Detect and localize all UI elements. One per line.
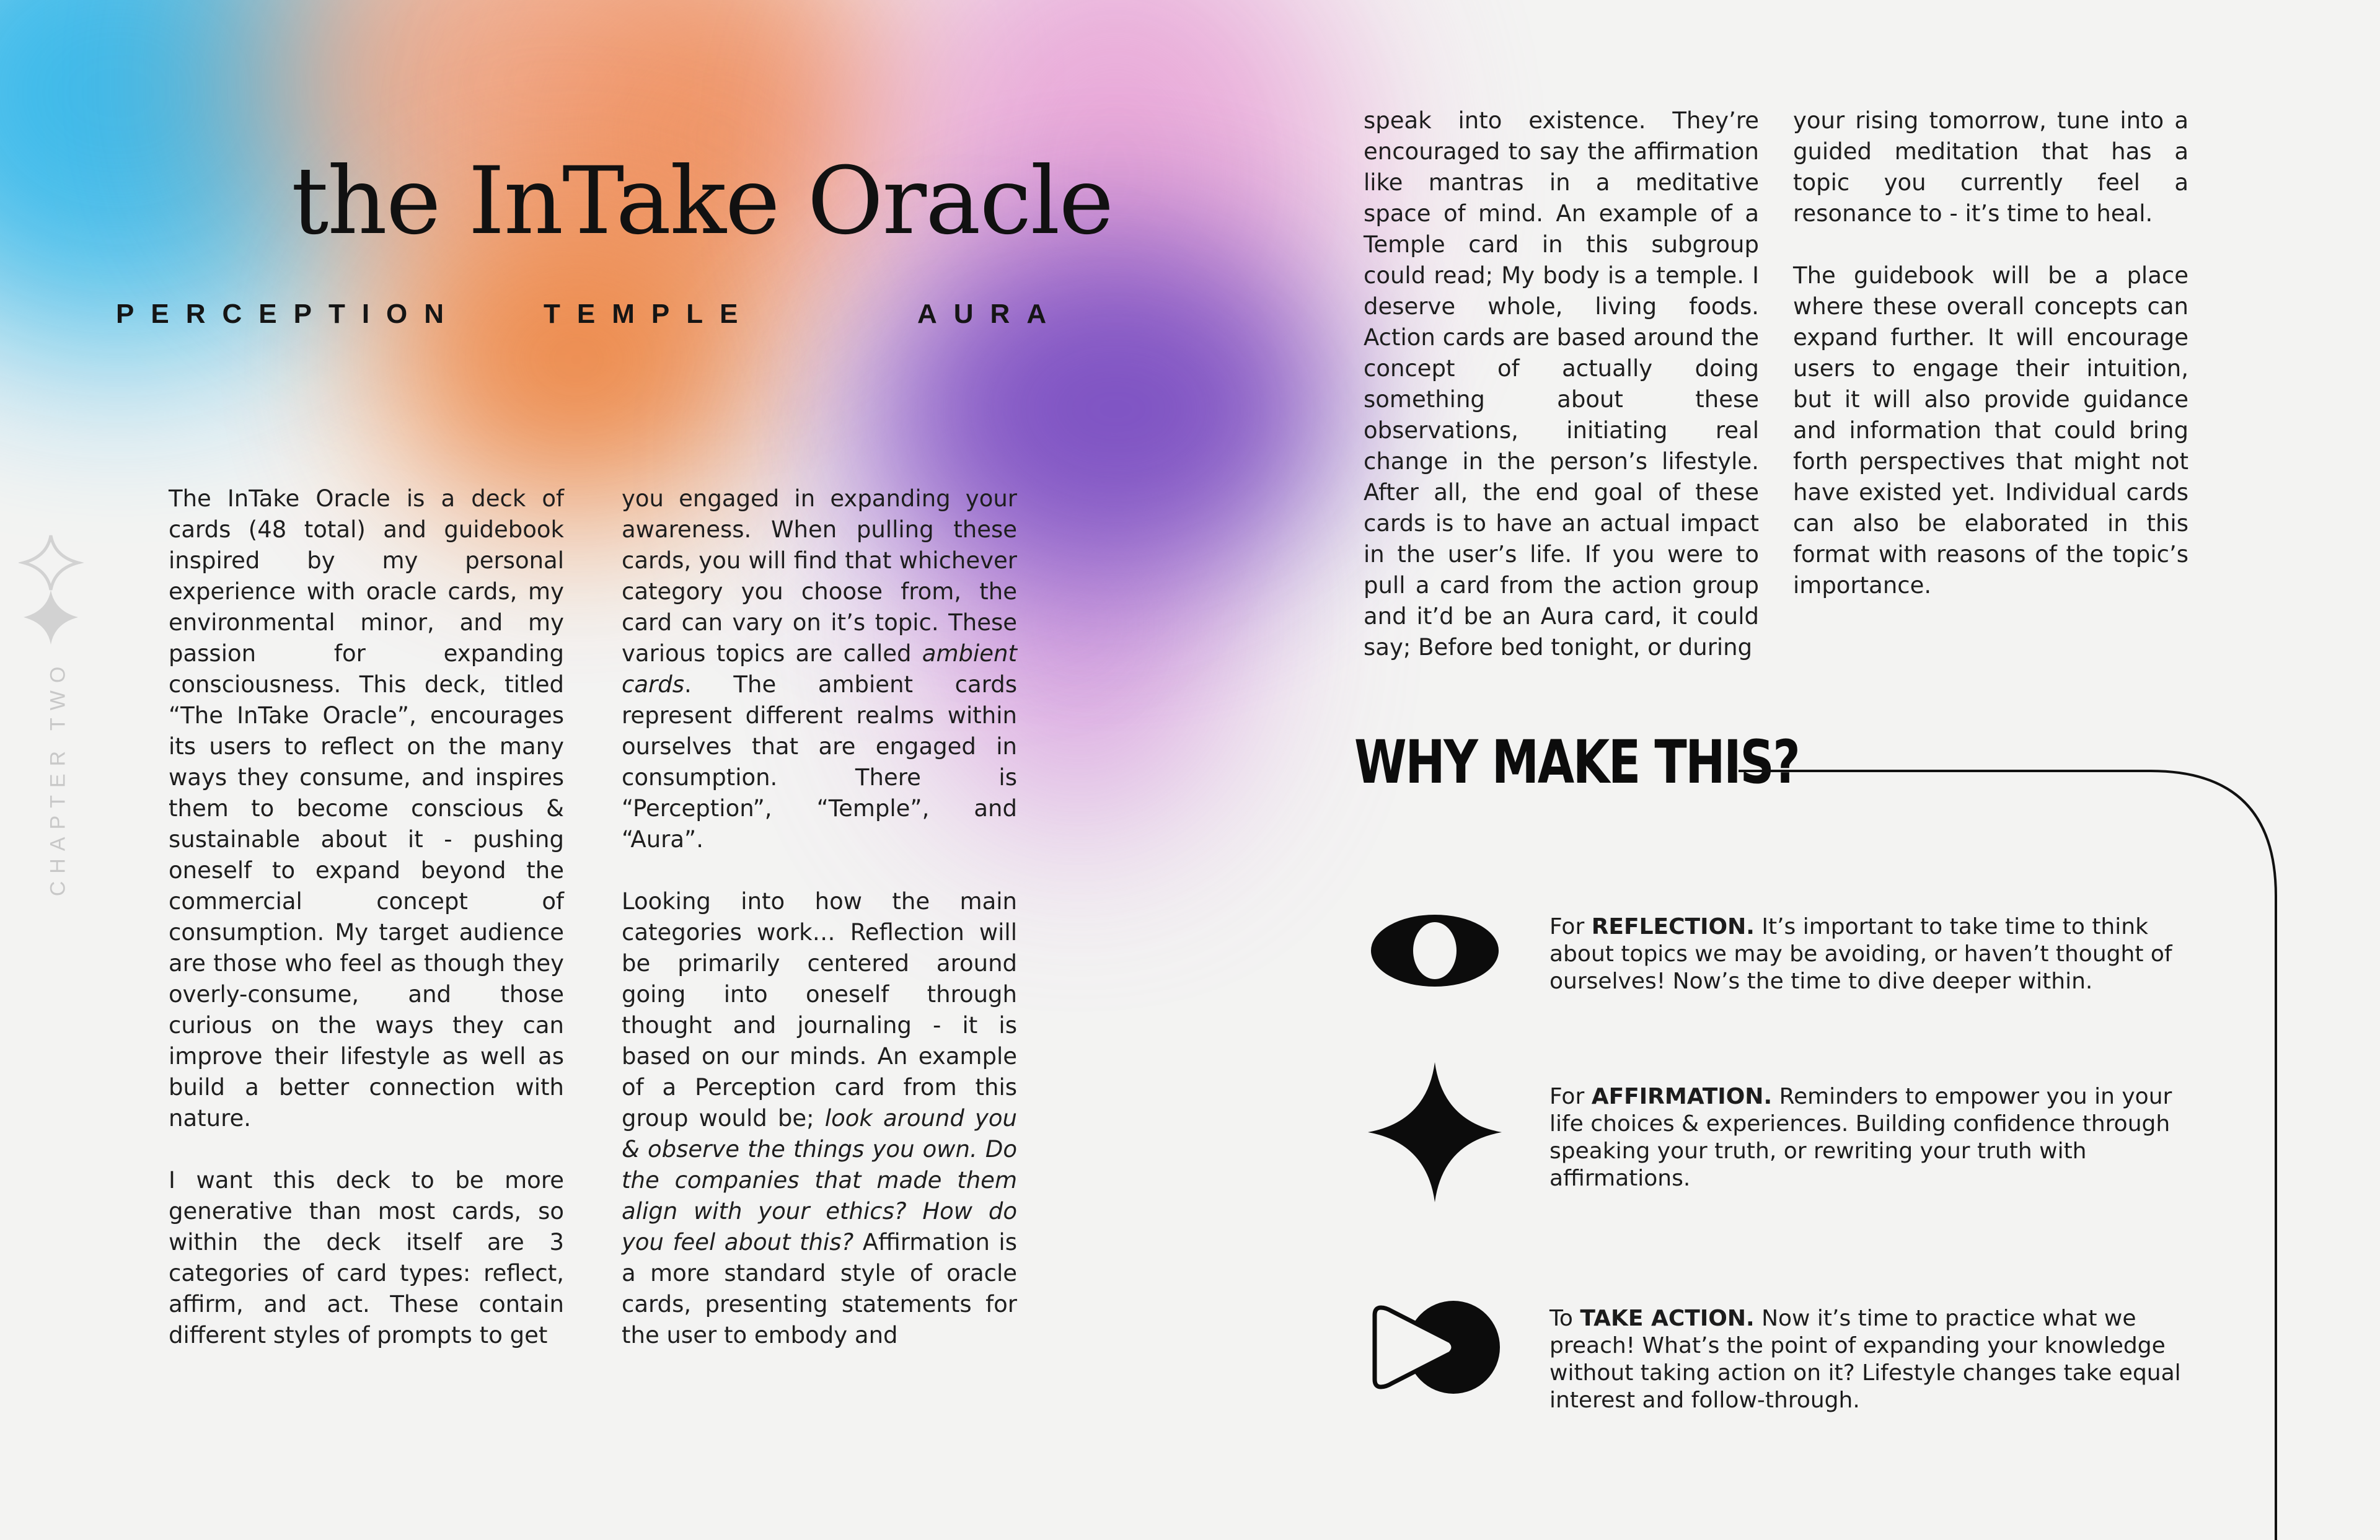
sparkle-filled-icon — [24, 590, 78, 645]
generative-paragraph: I want this deck to be more generative than most cards, so within the deck itself are 3 categories of card types: reflect, affirm, and act. These contain different styles of prompts to get — [169, 1167, 564, 1349]
four-point-star-icon — [1367, 1061, 1503, 1203]
body-column-1 — [169, 483, 564, 1351]
reason-keyword: AFFIRMATION. — [1591, 1084, 1773, 1109]
why-heading: WHY MAKE THIS? — [1354, 728, 1799, 797]
guidebook-paragraph: The guidebook will be a place where these overall concepts can expand further. It will encourage users to engage their intuition, but it will also provide guidance and information that could bring forth perspectives that might not have existed yet. Individual cards can also be elaborated in this format with reasons of the topic’s importance. — [1793, 262, 2188, 599]
ambient-paragraph: you engaged in expanding your awareness. When pulling these cards, you will find that whichever category you choose from, the card can vary on it’s topic. These various topics are called ambient cards. The ambient cards represent different realms within ourselves that are engaged in consumption. There is “Perception”, “Temple”, and “Aura”. — [622, 485, 1017, 853]
reason-keyword: TAKE ACTION. — [1580, 1306, 1755, 1331]
intro-paragraph: The InTake Oracle is a deck of cards (48 total) and guidebook inspired by my personal experience with oracle cards, my environmental minor, and my passion for expanding consciousness. This deck, titled “The InTake Oracle”, encourages its users to reflect on the many ways they consume, and inspires them to become conscious & sustainable about it - pushing oneself to expand beyond the commercial concept of consumption. My target audience are those who feel as though they overly-consume, and those curious on the ways they can improve their lifestyle as well as build a better connection with nature. — [169, 485, 564, 1132]
ambient-cards-term: ambient cards — [622, 640, 1017, 698]
perception-example: look around you & observe the things you own. Do the companies that made them align with your ethics? How do you feel about this? — [622, 1105, 1017, 1256]
affirmation-paragraph: speak into existence. They’re encouraged to say the affirmation like mantras in a meditative space of mind. An example of a Temple card in this subgroup could read; My body is a temple. I deserve whole, living foods. Action cards are based around the concept of actually doing something about these observations, initiating real change in the person’s lifestyle. After all, the end goal of these cards is to have an actual impact in the user’s life. If you were to pull a card from the action group and it’d be an Aura card, it could say; Before bed tonight, or during — [1364, 107, 1759, 661]
body-column-2 — [622, 483, 1017, 1351]
category-perception: PERCEPTION — [116, 299, 461, 329]
reason-reflection: For REFLECTION. It’s important to take time to think about topics we may be avoiding, or haven’t thought of ourselves! Now’s the time to dive deeper within. — [1549, 914, 2172, 994]
body-column-3 — [1364, 105, 1759, 663]
sparkle-outline-icon — [24, 535, 78, 590]
category-temple: TEMPLE — [544, 299, 755, 329]
meditation-paragraph: your rising tomorrow, tune into a guided meditation that has a topic you currently feel a resonance to - it’s time to heal. — [1793, 107, 2188, 227]
category-aura: AURA — [917, 299, 1064, 329]
page-title: the InTake Oracle — [291, 147, 1113, 255]
reason-keyword: REFLECTION. — [1591, 914, 1755, 939]
reason-affirmation: For AFFIRMATION. Reminders to empower you in your life choices & experiences. Building confidence through speaking your truth, or rewriting your truth with affirmations. — [1549, 1084, 2172, 1191]
sidebar-sparkles — [19, 532, 87, 649]
body-column-4 — [1793, 105, 2188, 601]
chapter-label: CHAPTER TWO — [46, 659, 70, 897]
categories-paragraph: Looking into how the main categories work… Reflection will be primarily centered around going into oneself through thought and journaling - it is based on our minds. An example of a Perception card from this group would be; look around you & observe the things you own. Do the companies that made them align with your ethics? How do you feel about this? Affirmation is a more standard style of oracle cards, presenting statements for the user to embody and — [622, 888, 1017, 1349]
eye-icon — [1370, 913, 1500, 988]
reason-take-action: To TAKE ACTION. Now it’s time to practice what we preach! What’s the point of expanding your knowledge without taking action on it? Lifestyle changes take equal interest and follow-through. — [1549, 1306, 2181, 1413]
play-circle-icon — [1370, 1298, 1506, 1397]
